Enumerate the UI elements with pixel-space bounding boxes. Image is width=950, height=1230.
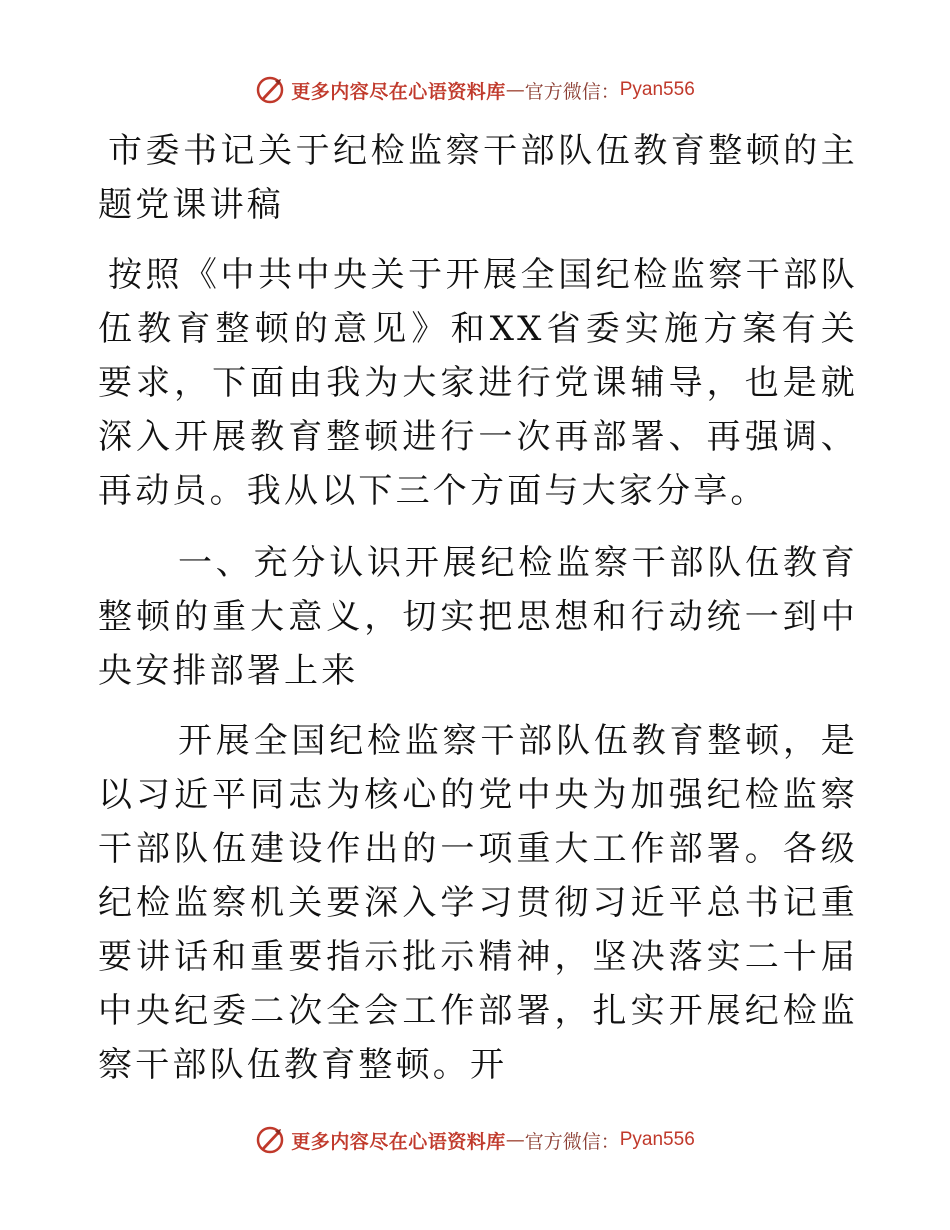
section-heading: 一、充分认识开展纪检监察干部队伍教育整顿的重大意义，切实把思想和行动统一到中央安排部署上来 [98, 543, 858, 691]
document-body [98, 124, 858, 1092]
banner-slogan: 更多内容尽在心语资料库 [291, 1130, 506, 1153]
quill-pen-circle-icon [255, 75, 285, 105]
banner-wechat-id: Pyan556 [619, 79, 695, 100]
quill-pen-circle-icon [255, 1125, 285, 1155]
intro-paragraph: 按照《中共中央关于开展全国纪检监察干部队伍教育整顿的意见》和XX省委实施方案有关要求，下面由我为大家进行党课辅导，也是就深入开展教育整顿进行一次再部署、再强调、再动员。我从以下三个方面与大家分享。 [98, 255, 858, 511]
document-title: 市委书记关于纪检监察干部队伍教育整顿的主题党课讲稿 [98, 131, 858, 225]
banner-wechat-id: Pyan556 [619, 1129, 695, 1150]
banner-separator: — [505, 1129, 525, 1151]
banner-separator: — [505, 79, 525, 101]
header-watermark-banner [0, 72, 950, 108]
banner-wechat-label: 官方微信： [524, 80, 620, 103]
banner-wechat-label: 官方微信： [524, 1130, 620, 1153]
footer-watermark-banner [0, 1122, 950, 1158]
banner-slogan: 更多内容尽在心语资料库 [291, 80, 506, 103]
section-body-paragraph: 开展全国纪检监察干部队伍教育整顿，是以习近平同志为核心的党中央为加强纪检监察干部队伍建设作出的一项重大工作部署。各级纪检监察机关要深入学习贯彻习近平总书记重要讲话和重要指示批示精神，坚决落实二十届中央纪委二次全会工作部署，扎实开展纪检监察干部队伍教育整顿。开 [98, 721, 858, 1085]
